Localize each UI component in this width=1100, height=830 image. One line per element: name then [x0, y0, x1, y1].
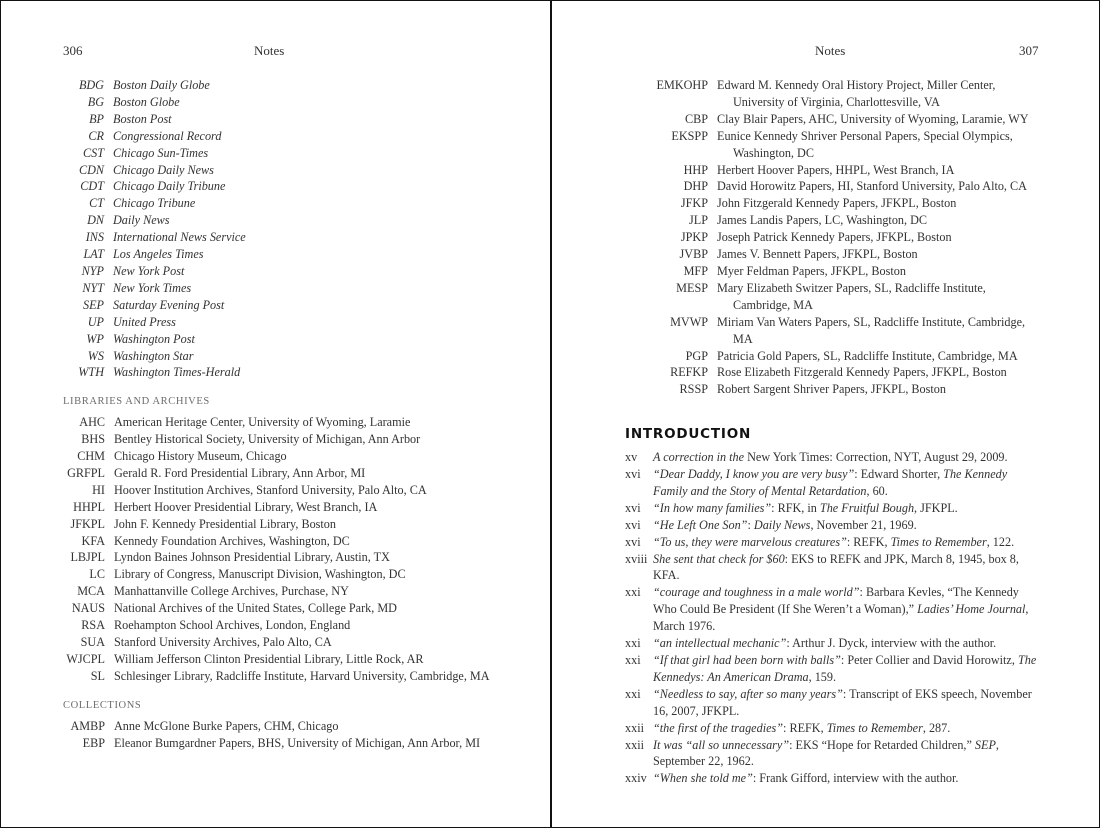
- list-item: [63, 94, 493, 111]
- abbreviation: HI: [92, 482, 105, 497]
- abbreviation: WJCPL: [66, 651, 105, 666]
- abbreviation: DN: [87, 213, 104, 228]
- left-page: [0, 0, 550, 828]
- note-text-segment: “To us, they were marvelous creatures”: [653, 534, 847, 549]
- abbreviation: NAUS: [71, 601, 105, 616]
- note-entry: [625, 686, 1041, 720]
- introduction-notes-list: [625, 449, 1041, 787]
- abbreviation: CDN: [78, 162, 104, 177]
- list-item: [625, 77, 1041, 111]
- list-item: [63, 516, 493, 533]
- abbreviation: WP: [86, 331, 104, 346]
- abbreviation: AMBP: [70, 718, 105, 733]
- note-entry: [625, 584, 1041, 635]
- note-text-segment: : REFK,: [783, 720, 827, 735]
- abbreviation-description: International News Service: [113, 230, 246, 245]
- right-page-content: [625, 77, 1041, 787]
- note-text-segment: :: [747, 517, 754, 532]
- abbreviation-description: John F. Kennedy Presidential Library, Boston: [114, 516, 336, 531]
- note-text-segment: “He Left One Son”: [653, 517, 748, 532]
- note-text: [653, 635, 1041, 652]
- note-page-ref: xv: [625, 450, 638, 465]
- newspaper-abbreviations-list: [63, 77, 493, 381]
- abbreviation: CHM: [77, 449, 105, 464]
- abbreviation-description: Herbert Hoover Presidential Library, West Branch, IA: [114, 499, 378, 514]
- note-text-segment: Times to Remember: [890, 534, 987, 549]
- abbreviation: SEP: [83, 297, 104, 312]
- note-text: [653, 737, 1041, 771]
- abbreviation: CDT: [80, 179, 104, 194]
- abbreviation-description: National Archives of the United States, College Park, MD: [114, 601, 397, 616]
- abbreviation-description: David Horowitz Papers, HI, Stanford University, Palo Alto, CA: [717, 179, 1027, 194]
- note-page-ref: xxii: [625, 720, 644, 735]
- note-text: [653, 686, 1041, 720]
- abbreviation: JLP: [689, 213, 708, 228]
- list-item: [63, 499, 493, 516]
- list-item: [63, 331, 493, 348]
- list-item: [63, 212, 493, 229]
- note-text-segment: “the first of the tragedies”: [653, 720, 784, 735]
- abbreviation-description: Anne McGlone Burke Papers, CHM, Chicago: [114, 718, 339, 733]
- note-text: [653, 449, 1041, 466]
- note-text-segment: The Kennedys: An American Drama: [653, 653, 1037, 684]
- abbreviation-description: Gerald R. Ford Presidential Library, Ann Arbor, MI: [114, 465, 366, 480]
- abbreviation-description: Roehampton School Archives, London, England: [114, 618, 351, 633]
- list-item: [625, 111, 1041, 128]
- note-page-ref: xxi: [625, 636, 641, 651]
- note-page-ref: xvi: [625, 517, 641, 532]
- abbreviation: KFA: [81, 533, 105, 548]
- abbreviation-description: Chicago Tribune: [113, 196, 196, 211]
- abbreviation-description: Washington Star: [113, 348, 194, 363]
- note-page-ref: xvi: [625, 500, 641, 515]
- list-item: [63, 414, 493, 431]
- abbreviation-description: Eleanor Bumgardner Papers, BHS, University of Michigan, Ann Arbor, MI: [114, 735, 481, 750]
- abbreviation-description: Chicago Daily Tribune: [113, 179, 226, 194]
- list-item: [63, 482, 493, 499]
- abbreviation-description: Joseph Patrick Kennedy Papers, JFKPL, Boston: [717, 230, 952, 245]
- abbreviation: JFKPL: [70, 516, 105, 531]
- collections-heading: COLLECTIONS: [63, 699, 142, 711]
- abbreviation: BDG: [78, 78, 104, 92]
- list-item: [625, 195, 1041, 212]
- list-item: [625, 128, 1041, 162]
- note-text-segment: : Peter Collier and David Horowitz,: [840, 653, 1018, 667]
- note-text-segment: It was “all so unnecessary”: [653, 737, 790, 752]
- abbreviation: LBJPL: [70, 550, 105, 565]
- abbreviation-description: Stanford University Archives, Palo Alto, CA: [114, 635, 332, 649]
- note-text-segment: “Dear Daddy, I know you are very busy”: [653, 467, 855, 482]
- abbreviation-description: Congressional Record: [113, 128, 222, 143]
- list-item: [625, 348, 1041, 365]
- list-item: [63, 364, 493, 381]
- note-entry: [625, 500, 1041, 517]
- abbreviation-description: Chicago Daily News: [113, 162, 214, 177]
- abbreviation-description: Washington Times-Herald: [113, 365, 241, 380]
- abbreviation-description: Kennedy Foundation Archives, Washington, DC: [114, 533, 350, 548]
- note-page-ref: xxi: [625, 686, 641, 701]
- abbreviation: JFKP: [680, 196, 708, 211]
- list-item: [63, 718, 493, 735]
- abbreviation-description: Myer Feldman Papers, JFKPL, Boston: [717, 263, 906, 278]
- abbreviation-description: Patricia Gold Papers, SL, Radcliffe Institute, Cambridge, MA: [717, 348, 1018, 363]
- list-item: [63, 465, 493, 482]
- abbreviation: JPKP: [680, 230, 708, 245]
- note-text-segment: : EKS “Hope for Retarded Children,”: [789, 737, 975, 752]
- note-text-segment: , 122.: [986, 534, 1015, 549]
- list-item: [63, 280, 493, 297]
- note-text: [653, 551, 1041, 585]
- abbreviation-description: Manhattanville College Archives, Purchase, NY: [114, 584, 349, 599]
- abbreviation-description: Boston Post: [113, 111, 172, 126]
- abbreviation: MVWP: [670, 314, 708, 329]
- abbreviation-description: Los Angeles Times: [113, 247, 204, 262]
- abbreviation: CST: [82, 145, 104, 160]
- list-item: [63, 549, 493, 566]
- abbreviation-description: Miriam Van Waters Papers, SL, Radcliffe Institute, Cambridge, MA: [717, 314, 1026, 346]
- list-item: [63, 431, 493, 448]
- note-text-segment: : Arthur J. Dyck, interview with the author.: [786, 636, 997, 651]
- list-item: [63, 617, 493, 634]
- list-item: [63, 448, 493, 465]
- abbreviation: AHC: [79, 415, 105, 430]
- abbreviation-description: New York Times: [113, 280, 192, 295]
- note-text-segment: : EKS to REFK and JPK, March 8, 1945, box 8, KFA.: [653, 551, 1019, 583]
- note-text-segment: , November 21, 1969.: [810, 517, 917, 532]
- note-text: [653, 500, 1041, 517]
- list-item: [63, 314, 493, 331]
- abbreviation: SL: [90, 668, 105, 683]
- note-text-segment: Daily News: [753, 517, 811, 532]
- list-item: [63, 651, 493, 668]
- note-page-ref: xxi: [625, 653, 641, 667]
- note-page-ref: xxii: [625, 737, 644, 752]
- list-item: [63, 263, 493, 280]
- note-text-segment: SEP: [974, 737, 996, 752]
- note-text-segment: , September 22, 1962.: [653, 737, 999, 769]
- abbreviation-description: Robert Sargent Shriver Papers, JFKPL, Boston: [717, 382, 946, 397]
- abbreviation-description: American Heritage Center, University of Wyoming, Laramie: [114, 415, 411, 430]
- note-entry: [625, 449, 1041, 466]
- abbreviation-description: Lyndon Baines Johnson Presidential Library, Austin, TX: [114, 550, 390, 565]
- note-entry: [625, 635, 1041, 652]
- note-text-segment: The Kennedy Family and the Story of Mental Retardation: [653, 467, 1008, 498]
- abbreviation: HHP: [683, 162, 708, 177]
- abbreviation: SUA: [80, 635, 105, 649]
- list-item: [625, 178, 1041, 195]
- note-page-ref: xviii: [625, 551, 648, 566]
- abbreviation-description: New York Post: [113, 263, 185, 278]
- abbreviation: LAT: [83, 247, 104, 262]
- list-item: [625, 246, 1041, 263]
- note-text: [653, 584, 1041, 635]
- note-text: [653, 534, 1041, 551]
- list-item: [63, 583, 493, 600]
- abbreviation: PGP: [685, 348, 708, 363]
- abbreviation: RSA: [81, 618, 105, 633]
- list-item: [63, 128, 493, 145]
- list-item: [63, 533, 493, 550]
- abbreviation-description: United Press: [113, 314, 176, 329]
- list-item: [63, 297, 493, 314]
- abbreviation: WS: [87, 348, 104, 363]
- note-entry: [625, 534, 1041, 551]
- abbreviation: DHP: [683, 179, 708, 194]
- note-text-segment: “When she told me”: [653, 771, 753, 786]
- note-text: [653, 466, 1041, 500]
- abbreviation: MFP: [683, 263, 708, 278]
- libraries-heading: LIBRARIES AND ARCHIVES: [63, 396, 210, 408]
- note-page-ref: xxiv: [625, 771, 647, 786]
- page-number: 307: [1019, 43, 1039, 58]
- note-entry: [625, 652, 1041, 686]
- note-text-segment: : Transcript of EKS speech, November 16, 2007, JFKPL.: [653, 686, 1032, 718]
- note-text-segment: Times to Remember: [826, 720, 923, 735]
- list-item: [63, 735, 493, 752]
- collections-list: [63, 718, 493, 752]
- list-item: [63, 162, 493, 179]
- note-text: [653, 517, 1041, 534]
- abbreviation-description: Schlesinger Library, Radcliffe Institute, Harvard University, Cambridge, MA: [114, 668, 490, 683]
- list-item: [63, 566, 493, 583]
- abbreviation: EKSPP: [671, 128, 708, 143]
- abbreviation-description: Herbert Hoover Papers, HHPL, West Branch, IA: [717, 162, 955, 177]
- abbreviation: NYP: [81, 263, 104, 278]
- abbreviation: INS: [85, 230, 104, 245]
- note-text-segment: A correction in the: [653, 450, 748, 465]
- list-item: [63, 668, 493, 685]
- note-page-ref: xvi: [625, 534, 641, 549]
- list-item: [63, 77, 493, 94]
- note-text-segment: , 60.: [866, 483, 888, 498]
- abbreviation-description: Rose Elizabeth Fitzgerald Kennedy Papers, JFKPL, Boston: [717, 365, 1007, 380]
- note-entry: [625, 517, 1041, 534]
- abbreviation-description: Daily News: [113, 213, 170, 228]
- abbreviation: NYT: [82, 280, 104, 295]
- list-item: [625, 381, 1041, 398]
- note-text-segment: : RFK, in: [771, 500, 820, 515]
- running-head: Notes: [815, 43, 846, 58]
- list-item: [63, 348, 493, 365]
- abbreviation-description: Bentley Historical Society, University of Michigan, Ann Arbor: [114, 432, 421, 447]
- note-text: [653, 720, 1041, 737]
- abbreviation: CBP: [684, 111, 708, 126]
- list-item: [63, 178, 493, 195]
- note-text-segment: Ladies’ Home Journal: [917, 602, 1026, 617]
- abbreviation-description: Clay Blair Papers, AHC, University of Wyoming, Laramie, WY: [717, 111, 1029, 126]
- abbreviation: RSSP: [679, 382, 708, 397]
- note-text-segment: : Edward Shorter,: [854, 467, 944, 482]
- note-text-segment: She sent that check for $60: [653, 551, 785, 566]
- abbreviation-description: Mary Elizabeth Switzer Papers, SL, Radcliffe Institute, Cambridge, MA: [717, 280, 986, 312]
- collections-continued-list: [625, 77, 1041, 398]
- abbreviation-description: Boston Globe: [113, 94, 180, 109]
- list-item: [625, 263, 1041, 280]
- note-text-segment: The Fruitful Bough: [819, 500, 915, 515]
- note-entry: [625, 737, 1041, 771]
- abbreviation: LC: [89, 567, 105, 582]
- running-head: Notes: [254, 43, 285, 58]
- note-text: [653, 770, 1041, 787]
- abbreviation: MESP: [676, 280, 708, 295]
- abbreviation: BP: [89, 111, 104, 126]
- note-text-segment: “an intellectual mechanic”: [653, 636, 787, 651]
- list-item: [63, 145, 493, 162]
- abbreviation: CR: [88, 128, 104, 143]
- list-item: [63, 246, 493, 263]
- list-item: [63, 195, 493, 212]
- abbreviation-description: James Landis Papers, LC, Washington, DC: [717, 213, 928, 228]
- abbreviation-description: Library of Congress, Manuscript Division, Washington, DC: [114, 567, 406, 582]
- abbreviation: HHPL: [73, 499, 105, 514]
- list-item: [625, 280, 1041, 314]
- note-page-ref: xxi: [625, 585, 641, 600]
- abbreviation: UP: [87, 314, 104, 329]
- page-number: 306: [63, 43, 83, 58]
- abbreviation: MCA: [77, 584, 105, 599]
- abbreviation: CT: [89, 196, 104, 211]
- note-text-segment: , JFKPL.: [914, 500, 958, 515]
- left-page-content: [63, 77, 493, 751]
- abbreviation: WTH: [78, 365, 104, 380]
- list-item: [625, 229, 1041, 246]
- note-text-segment: : Barbara Kevles, “The Kennedy Who Could Be President (If She Weren’t a Woman),”: [653, 585, 1019, 617]
- note-text-segment: : Frank Gifford, interview with the author.: [752, 771, 959, 786]
- note-text-segment: New York Times: Correction, NYT, August 29, 2009.: [747, 450, 1008, 465]
- list-item: [625, 212, 1041, 229]
- right-page: [550, 0, 1100, 828]
- list-item: [625, 314, 1041, 348]
- note-entry: [625, 720, 1041, 737]
- list-item: [63, 111, 493, 128]
- abbreviation-description: Edward M. Kennedy Oral History Project, Miller Center, University of Virginia, Charlottesville, VA: [717, 78, 996, 109]
- note-entry: [625, 466, 1041, 500]
- abbreviation-description: William Jefferson Clinton Presidential Library, Little Rock, AR: [114, 651, 424, 666]
- abbreviation: JVBP: [679, 247, 708, 262]
- note-text: [653, 652, 1041, 686]
- abbreviation: EBP: [82, 735, 105, 750]
- note-entry: [625, 551, 1041, 585]
- note-text-segment: “courage and toughness in a male world”: [653, 585, 860, 600]
- abbreviation-description: Chicago History Museum, Chicago: [114, 449, 287, 464]
- abbreviation-description: Saturday Evening Post: [113, 297, 225, 312]
- abbreviation-description: Eunice Kennedy Shriver Personal Papers, Special Olympics, Washington, DC: [717, 128, 1013, 160]
- abbreviation-description: James V. Bennett Papers, JFKPL, Boston: [717, 247, 918, 262]
- list-item: [63, 600, 493, 617]
- abbreviation-description: Chicago Sun-Times: [113, 145, 209, 160]
- abbreviation: REFKP: [670, 365, 708, 380]
- note-text-segment: , March 1976.: [653, 602, 1029, 634]
- note-text-segment: : REFK,: [846, 534, 891, 549]
- abbreviation: EMKOHP: [656, 78, 708, 92]
- libraries-list: [63, 414, 493, 685]
- abbreviation-description: John Fitzgerald Kennedy Papers, JFKPL, Boston: [717, 196, 957, 211]
- note-text-segment: “If that girl had been born with balls”: [653, 653, 841, 667]
- note-text-segment: , 159.: [808, 669, 837, 684]
- abbreviation-description: Boston Daily Globe: [113, 78, 210, 92]
- note-entry: [625, 770, 1041, 787]
- abbreviation-description: Washington Post: [113, 331, 195, 346]
- abbreviation-description: Hoover Institution Archives, Stanford University, Palo Alto, CA: [114, 482, 427, 497]
- note-text-segment: “Needless to say, after so many years”: [653, 686, 843, 701]
- list-item: [625, 162, 1041, 179]
- note-text-segment: “In how many families”: [653, 500, 772, 515]
- note-text-segment: , 287.: [922, 720, 951, 735]
- list-item: [625, 364, 1041, 381]
- abbreviation: BG: [87, 94, 104, 109]
- introduction-heading: INTRODUCTION: [625, 426, 752, 443]
- abbreviation: GRFPL: [67, 465, 105, 480]
- list-item: [63, 229, 493, 246]
- note-page-ref: xvi: [625, 467, 641, 482]
- list-item: [63, 634, 493, 651]
- abbreviation: BHS: [81, 432, 105, 447]
